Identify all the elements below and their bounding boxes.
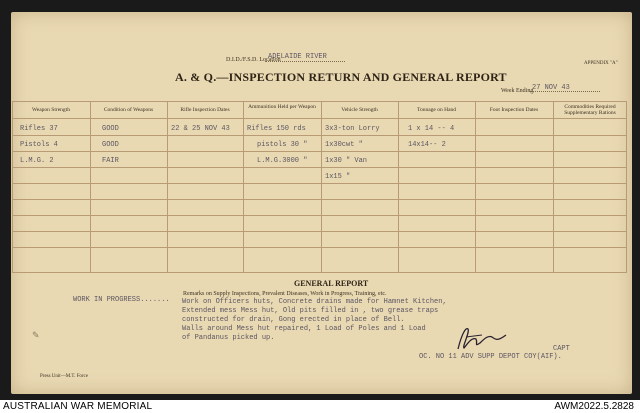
table-cell: 3x3-ton Lorry	[325, 125, 380, 133]
table-rule	[12, 272, 627, 273]
table-cell: L.M.G.3000 "	[257, 157, 308, 165]
table-cell: L.M.G. 2	[20, 157, 54, 165]
table-cell: 1x30cwt "	[325, 141, 363, 149]
signature	[452, 323, 512, 353]
header-tonnage-on-hand: Tonnage on Hand	[416, 107, 457, 113]
table-cell: 1 x 14 -- 4	[408, 125, 455, 133]
table-cell: GOOD	[102, 141, 119, 149]
table-divider	[626, 101, 627, 273]
header-condition-of-weapons: Condition of Weapons	[103, 107, 154, 113]
table-rule	[12, 101, 627, 102]
header-rifle-inspection-dates: Rifle Inspection Dates	[180, 107, 230, 113]
work-in-progress-label: WORK IN PROGRESS.......	[73, 296, 170, 304]
header-weapon-strength: Weapon Strength	[32, 107, 70, 113]
table-divider	[167, 101, 168, 273]
table-cell: 14x14-- 2	[408, 141, 446, 149]
remark-line: Work on Officers huts, Concrete drains made for Hamnet Kitchen,	[182, 298, 447, 306]
table-rule	[12, 167, 627, 168]
table-divider	[12, 101, 13, 273]
table-cell: 22 & 25 NOV 43	[171, 125, 230, 133]
table-cell: pistols 30 "	[257, 141, 308, 149]
table-rule	[12, 183, 627, 184]
table-rule	[12, 118, 627, 119]
table-rule	[12, 215, 627, 216]
week-ending-label: Week Ending	[501, 88, 534, 94]
table-divider	[321, 101, 322, 273]
document-title: A. & Q.—INSPECTION RETURN AND GENERAL REPORT	[175, 70, 507, 84]
location-line	[265, 61, 345, 62]
table-divider	[90, 101, 91, 273]
table-rule	[12, 151, 627, 152]
table-cell: Rifles 37	[20, 125, 58, 133]
archive-credit: AUSTRALIAN WAR MEMORIAL	[3, 401, 153, 412]
week-ending-value: 27 NOV 43	[532, 84, 570, 92]
general-report-subtitle: Remarks on Supply Inspections, Prevalent Diseases, Work in Progress, Training, etc.	[183, 291, 387, 297]
table-divider	[398, 101, 399, 273]
unit-text: OC. NO 11 ADV SUPP DEPOT COY(AIF).	[419, 353, 562, 361]
table-cell: GOOD	[102, 125, 119, 133]
remark-line: Extended mess Mess hut, Old pits filled in , two grease traps	[182, 307, 439, 315]
table-divider	[243, 101, 244, 273]
remark-line: of Pandanus picked up.	[182, 334, 275, 342]
did-fsd-label: D.I.D./F.S.D. Location	[226, 57, 281, 63]
table-rule	[12, 231, 627, 232]
table-rule	[12, 135, 627, 136]
table-divider	[553, 101, 554, 273]
table-cell: FAIR	[102, 157, 119, 165]
header-foot-inspection-dates: Foot Inspection Dates	[489, 107, 539, 113]
press-unit-label: Press Unit—M.T. Force	[40, 374, 88, 379]
faded-stamp-icon: ✎	[32, 330, 40, 340]
remark-line: Walls around Mess hut repaired, 1 Load of Poles and 1 Load	[182, 325, 426, 333]
rank-text: CAPT	[553, 345, 570, 353]
header-ammunition-held: Ammunition Held per Weapon	[248, 104, 316, 110]
table-rule	[12, 247, 627, 248]
remark-line: constructed for drain, Gong erected in place of Bell.	[182, 316, 405, 324]
table-cell: 1x30 " Van	[325, 157, 368, 165]
report-table	[12, 101, 627, 273]
location-value: ADELAIDE RIVER	[268, 53, 327, 61]
table-cell: 1x15 "	[325, 173, 351, 181]
table-divider	[475, 101, 476, 273]
header-commodities-required: Commodities Required Supplementary Rations	[564, 104, 616, 116]
table-cell: Pistols 4	[20, 141, 58, 149]
header-vehicle-strength: Vehicle Strength	[341, 107, 378, 113]
table-cell: Rifles 150 rds	[247, 125, 306, 133]
appendix-label: APPENDIX "A"	[584, 61, 618, 66]
archive-reference: AWM2022.5.2828	[554, 401, 634, 412]
general-report-title: GENERAL REPORT	[294, 279, 369, 288]
table-rule	[12, 199, 627, 200]
